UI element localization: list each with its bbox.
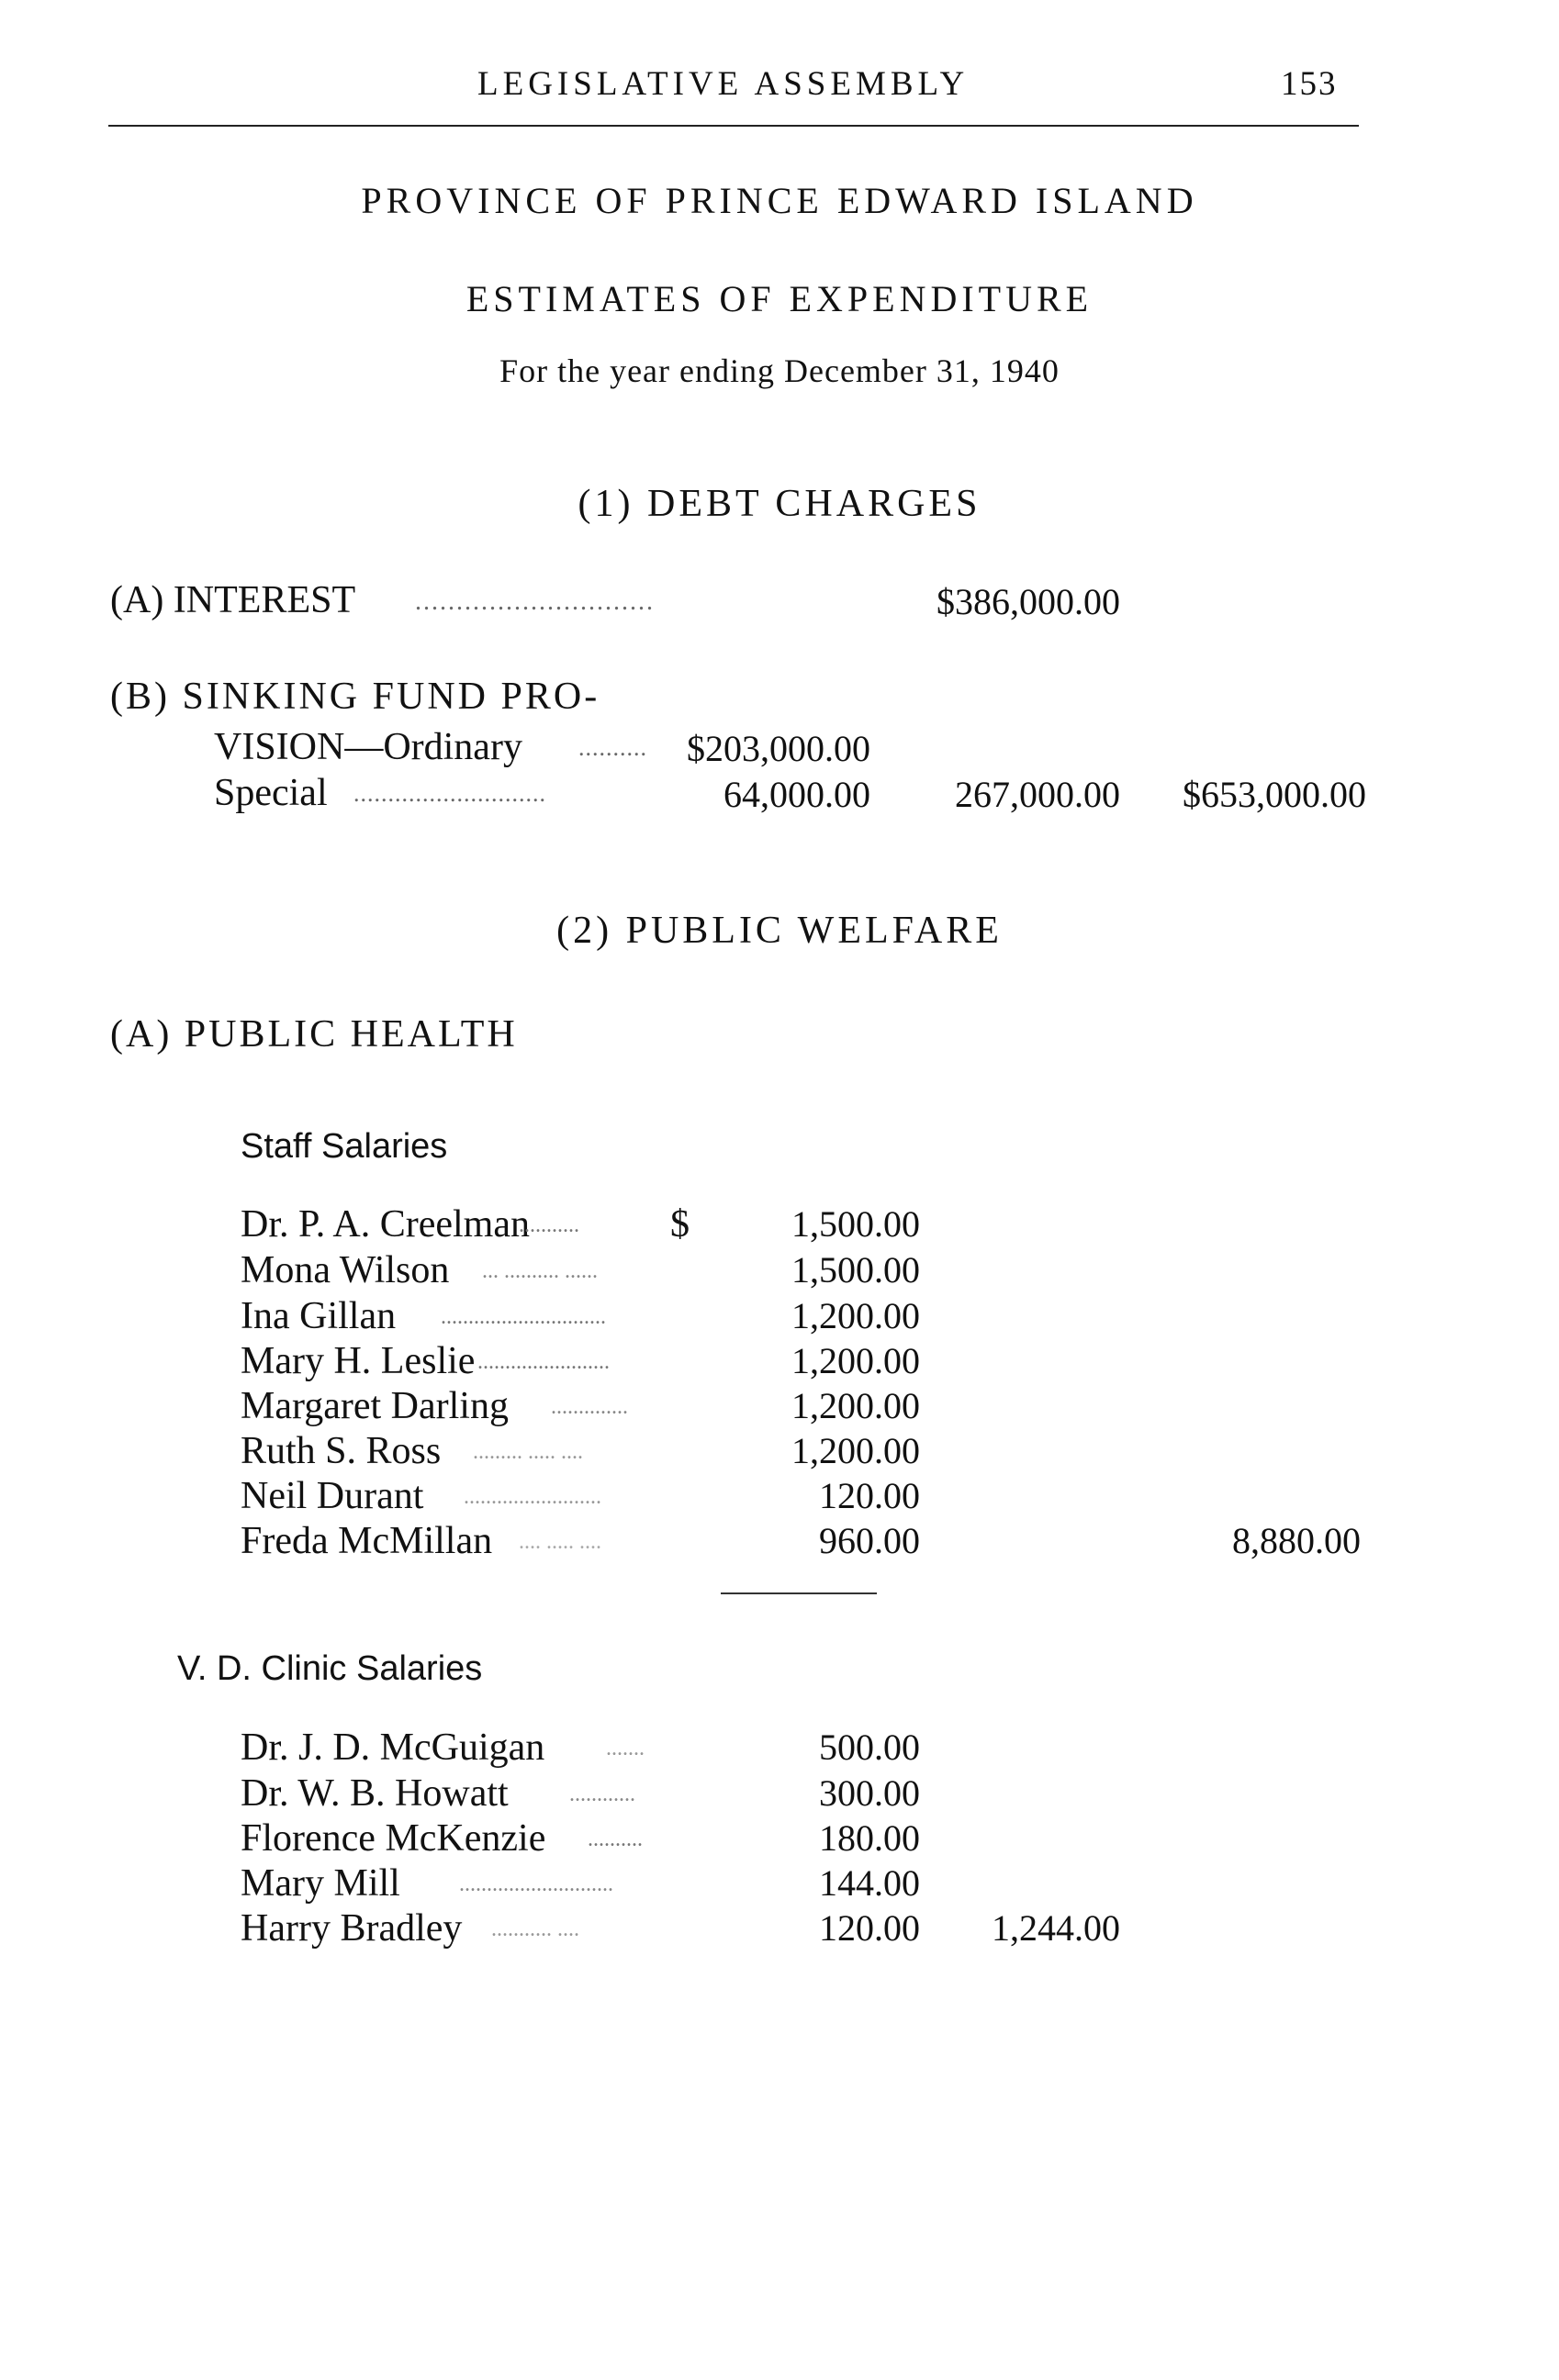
staff-amount: 1,200.00 xyxy=(791,1385,920,1426)
leader-dots: .... ..... .... xyxy=(519,1530,601,1554)
leader-dots: .............................. xyxy=(441,1305,606,1329)
sinking-label-line1: (B) SINKING FUND PRO- xyxy=(110,676,600,718)
staff-name: Dr. P. A. Creelman xyxy=(241,1203,530,1246)
special-label: Special xyxy=(214,772,328,814)
vd-name: Harry Bradley xyxy=(241,1907,463,1950)
running-title: LEGISLATIVE ASSEMBLY xyxy=(477,65,970,103)
vd-clinic-total: 1,244.00 xyxy=(992,1907,1120,1949)
sinking-subtotal: 267,000.00 xyxy=(955,774,1120,815)
sinking-label-line2: VISION—Ordinary xyxy=(214,726,522,768)
special-leader: ............................ xyxy=(353,780,546,807)
staff-salaries-total: 8,880.00 xyxy=(1232,1520,1361,1561)
leader-dots: ........... xyxy=(519,1213,579,1237)
vd-amount: 120.00 xyxy=(819,1907,920,1949)
vd-clinic-heading: V. D. Clinic Salaries xyxy=(177,1649,483,1688)
ordinary-amount: $203,000.00 xyxy=(687,728,870,769)
leader-dots: ............................ xyxy=(459,1872,613,1896)
staff-name: Ina Gillan xyxy=(241,1295,397,1337)
staff-name: Freda McMillan xyxy=(241,1520,493,1562)
leader-dots: ........... .... xyxy=(491,1917,579,1941)
special-amount: 64,000.00 xyxy=(723,774,870,815)
leader-dots: ........................ xyxy=(477,1350,610,1374)
staff-name: Mona Wilson xyxy=(241,1249,450,1291)
staff-name: Ruth S. Ross xyxy=(241,1430,442,1472)
vd-amount: 180.00 xyxy=(819,1817,920,1859)
staff-amount: 120.00 xyxy=(819,1475,920,1516)
staff-amount: 1,200.00 xyxy=(791,1295,920,1336)
interest-label: (A) INTEREST xyxy=(110,579,356,621)
staff-amount: 1,500.00 xyxy=(791,1249,920,1291)
staff-name: Mary H. Leslie xyxy=(241,1340,476,1382)
vd-name: Florence McKenzie xyxy=(241,1817,546,1860)
leader-dots: ......................... xyxy=(464,1485,601,1509)
staff-name: Neil Durant xyxy=(241,1475,424,1517)
staff-amount: 1,200.00 xyxy=(791,1340,920,1381)
staff-amount: 1,200.00 xyxy=(791,1430,920,1471)
page-number: 153 xyxy=(1281,65,1338,103)
vd-amount: 300.00 xyxy=(819,1772,920,1814)
leader-dots: ......... ..... .... xyxy=(473,1440,583,1464)
leader-dots: .............. xyxy=(551,1395,628,1419)
staff-amount: 960.00 xyxy=(819,1520,920,1561)
leader-dots: ....... xyxy=(606,1737,645,1760)
vd-name: Mary Mill xyxy=(241,1862,400,1905)
staff-salaries-heading: Staff Salaries xyxy=(241,1127,448,1166)
staff-name: Margaret Darling xyxy=(241,1385,509,1427)
public-welfare-heading: (2) PUBLIC WELFARE xyxy=(556,910,1003,952)
vd-name: Dr. J. D. McGuigan xyxy=(241,1726,545,1769)
dollar-sign: $ xyxy=(670,1203,690,1246)
interest-amount: $386,000.00 xyxy=(937,581,1120,622)
subtotal-rule xyxy=(721,1592,877,1594)
header-rule xyxy=(108,125,1359,127)
public-health-heading: (A) PUBLIC HEALTH xyxy=(110,1013,518,1056)
staff-amount: 1,500.00 xyxy=(791,1203,920,1245)
leader-dots: .......... xyxy=(588,1827,643,1851)
leader-dots: ............ xyxy=(569,1782,635,1806)
ordinary-leader: .......... xyxy=(578,734,647,761)
vd-amount: 144.00 xyxy=(819,1862,920,1904)
interest-leader: ............................. xyxy=(415,587,655,616)
debt-charges-total: $653,000.00 xyxy=(1183,774,1366,815)
year-subtitle: For the year ending December 31, 1940 xyxy=(499,352,1060,389)
leader-dots: ... .......... ...... xyxy=(482,1259,598,1283)
vd-name: Dr. W. B. Howatt xyxy=(241,1772,509,1815)
debt-charges-heading: (1) DEBT CHARGES xyxy=(578,483,981,525)
estimates-title: ESTIMATES OF EXPENDITURE xyxy=(465,278,1094,319)
vd-amount: 500.00 xyxy=(819,1726,920,1768)
province-title: PROVINCE OF PRINCE EDWARD ISLAND xyxy=(361,180,1198,221)
